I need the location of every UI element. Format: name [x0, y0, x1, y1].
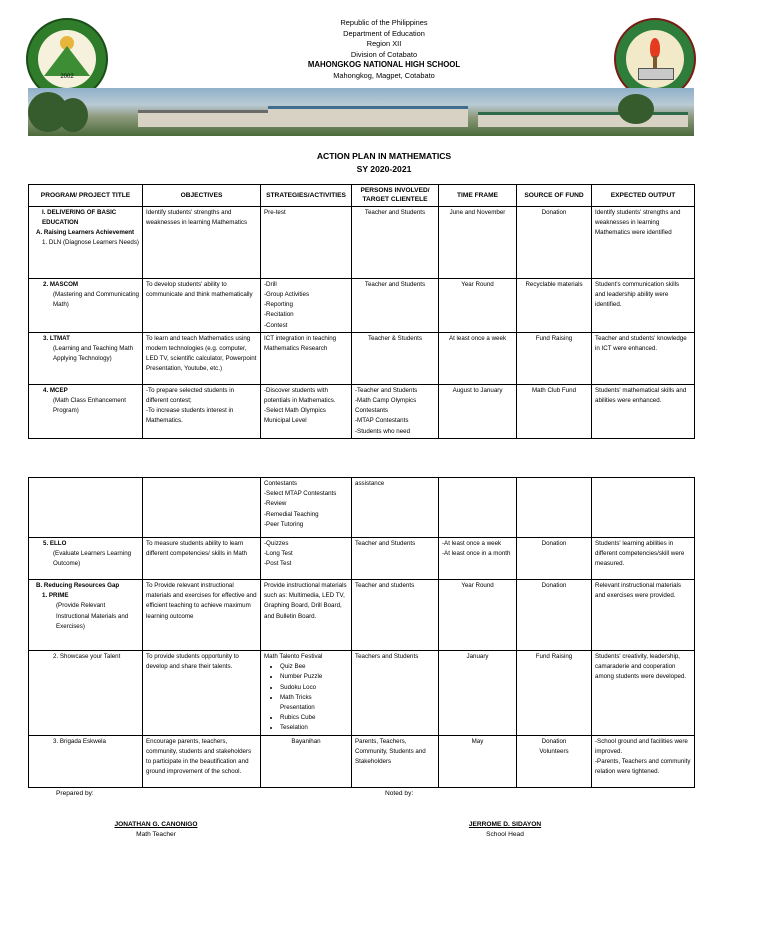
- person-item: -MTAP Contestants: [355, 417, 409, 425]
- strategies-cell: [261, 478, 352, 538]
- strategies-cell: Bayanihan: [261, 735, 352, 787]
- strategies-cell: ICT integration in teaching Mathematics Research: [261, 332, 352, 384]
- strategy-item: -Reporting: [264, 301, 293, 309]
- strategy-item: -Remedial Teaching: [264, 510, 319, 518]
- timeframe-cell: Year Round: [439, 278, 517, 332]
- person-item: -Students who need: [355, 427, 411, 435]
- fund-cell: Recyclable materials: [517, 278, 592, 332]
- objectives-cell: To learn and teach Mathematics using modern technologies (e.g. computer, LED TV, scientific calculator, Powerpoint Presentation, Youtube, etc.): [143, 332, 261, 384]
- list-item: • Math Tricks Presentation: [280, 693, 348, 713]
- strategy-item: -Contest: [264, 321, 288, 329]
- program-subheading: B. Reducing Resources Gap: [36, 582, 120, 589]
- timeframe-item: -At least once in a month: [442, 550, 511, 558]
- program-cell: [29, 332, 143, 384]
- program-cell: [29, 278, 143, 332]
- strategy-item: -Long Test: [264, 550, 293, 558]
- table-row: [29, 206, 695, 278]
- noter-role: School Head: [486, 831, 524, 838]
- objectives-cell: Identify students' strengths and weaknesses in learning Mathematics: [143, 206, 261, 278]
- header-line: Region XII: [366, 39, 402, 49]
- objective-item: -To prepare selected students in different contest;: [146, 386, 235, 405]
- school-name: MAHONGKOG NATIONAL HIGH SCHOOL: [307, 60, 461, 70]
- timeframe-cell: August to January: [439, 384, 517, 438]
- output-item: -School ground and facilities were improved.: [595, 737, 688, 755]
- objectives-cell: [143, 478, 261, 538]
- output-cell: Relevant instructional materials and exercises were provided.: [592, 580, 695, 651]
- timeframe-cell: May: [439, 735, 517, 787]
- school-address: Mahongkog, Magpet, Cotabato: [333, 70, 435, 80]
- objectives-cell: To develop students' ability to communicate and think mathematically: [143, 278, 261, 332]
- persons-cell: Teacher and Students: [352, 278, 439, 332]
- column-header: PROGRAM/ PROJECT TITLE: [29, 185, 143, 207]
- fund-item: Donation: [541, 737, 567, 745]
- timeframe-cell: [439, 538, 517, 580]
- column-header: TIME FRAME: [439, 185, 517, 207]
- column-header: EXPECTED OUTPUT: [592, 185, 695, 207]
- strategy-item: -Group Activities: [264, 291, 310, 299]
- festival-list: [264, 662, 348, 733]
- list-item: • Quiz Bee: [280, 662, 348, 672]
- list-item: • Number Puzzle: [280, 672, 348, 682]
- prepared-by-label: Prepared by:: [56, 790, 94, 797]
- fund-cell: [517, 735, 592, 787]
- noted-by-signature: [445, 820, 565, 840]
- noter-name: JERROME D. SIDAYON: [468, 821, 542, 828]
- school-building: [478, 112, 688, 127]
- timeframe-cell: Year Round: [439, 580, 517, 651]
- plan-title: ACTION PLAN IN MATHEMATICS: [316, 151, 452, 161]
- program-cell: 2. Showcase your Talent: [29, 651, 143, 736]
- column-header: STRATEGIES/ACTIVITIES: [261, 185, 352, 207]
- objectives-cell: Encourage parents, teachers, community, students and stakeholders to participate in the beautification and ground improvement of the school.: [143, 735, 261, 787]
- program-title: 4. MCEP: [43, 386, 68, 394]
- list-item: • Teselation: [280, 723, 348, 733]
- fund-cell: Donation: [517, 580, 592, 651]
- persons-cell: Parents, Teachers, Community, Students and Stakeholders: [352, 735, 439, 787]
- strategy-item: -Drill: [264, 280, 277, 288]
- school-building: [268, 106, 468, 127]
- person-item: -Teacher and Students: [355, 386, 418, 394]
- strategy-item: -Select Math Olympics Municipal Level: [264, 407, 326, 425]
- program-cell: 3. Brigada Eskwela: [29, 735, 143, 787]
- strategy-item: -Post Test: [264, 560, 292, 568]
- fund-cell: [517, 478, 592, 538]
- persons-cell: Teacher and students: [352, 580, 439, 651]
- persons-cell: Teacher and Students: [352, 206, 439, 278]
- prepared-by-signature: [96, 820, 216, 840]
- fund-cell: Fund Raising: [517, 651, 592, 736]
- list-item: • Rubics Cube: [280, 713, 348, 723]
- output-cell: Students' mathematical skills and abilities were enhanced.: [592, 384, 695, 438]
- seal-year: 2002: [60, 74, 74, 80]
- column-header: PERSONS INVOLVED/ TARGET CLIENTELE: [352, 185, 439, 207]
- document-header: [0, 18, 768, 82]
- fund-cell: Donation: [517, 538, 592, 580]
- table-row: [29, 651, 695, 736]
- header-line: Republic of the Philippines: [340, 18, 428, 27]
- strategy-item: -Review: [264, 500, 287, 508]
- program-title: 1. PRIME: [42, 592, 69, 600]
- column-header: SOURCE OF FUND: [517, 185, 592, 207]
- persons-cell: Teacher & Students: [352, 332, 439, 384]
- person-item: -Math Camp Olympics Contestants: [355, 397, 417, 415]
- program-cell: [29, 478, 143, 538]
- persons-cell: assistance: [352, 478, 439, 538]
- strategies-cell: Pre-test: [261, 206, 352, 278]
- program-cell: [29, 384, 143, 438]
- timeframe-cell: At least once a week: [439, 332, 517, 384]
- program-title: 2. MASCOM: [43, 280, 79, 288]
- strategy-item: -Quizzes: [264, 540, 289, 547]
- output-cell: [592, 735, 695, 787]
- school-banner-photo: [28, 88, 694, 136]
- persons-cell: Teacher and Students: [352, 538, 439, 580]
- tree: [58, 98, 88, 132]
- program-subtitle: (Math Class Enhancement Program): [53, 397, 126, 415]
- objective-item: -To increase students interest in Mathematics.: [146, 407, 234, 425]
- output-item: -Parents, Teachers and community relation were tightened.: [595, 758, 691, 776]
- action-plan-table-continued: [28, 477, 695, 788]
- program-heading: I. DELIVERING OF BASIC EDUCATION: [42, 208, 117, 227]
- action-plan-table: [28, 184, 695, 439]
- strategies-cell: [261, 538, 352, 580]
- persons-cell: Teachers and Students: [352, 651, 439, 736]
- persons-cell: [352, 384, 439, 438]
- table-row: [29, 278, 695, 332]
- table-row: [29, 478, 695, 538]
- program-subheading: A. Raising Learners Achievement: [36, 229, 135, 237]
- strategies-cell: [261, 278, 352, 332]
- table-row: [29, 384, 695, 438]
- program-cell: [29, 206, 143, 278]
- fund-cell: Fund Raising: [517, 332, 592, 384]
- objectives-cell: To Provide relevant instructional materials and exercises for effective and efficient teaching to achieve maximum learning outcome: [143, 580, 261, 651]
- timeframe-cell: June and November: [439, 206, 517, 278]
- preparer-role: Math Teacher: [136, 831, 176, 838]
- header-line: Division of Cotabato: [350, 49, 418, 59]
- objectives-cell: To measure students ability to learn different competencies/ skills in Math: [143, 538, 261, 580]
- strategy-item: -Discover students with potentials in Mathematics.: [264, 386, 336, 405]
- program-title: 1. DLN (Diagnose Learners Needs): [42, 239, 139, 247]
- output-cell: Students' learning abilities in different competencies/skill were measured.: [592, 538, 695, 580]
- objectives-cell: To provide students opportunity to develop and share their talents.: [143, 651, 261, 736]
- output-cell: Identify students' strengths and weaknesses in learning Mathematics were identified: [592, 206, 695, 278]
- header-line: Department of Education: [343, 28, 425, 38]
- program-title: 5. ELLO: [43, 540, 67, 547]
- plan-subtitle: SY 2020-2021: [356, 164, 412, 174]
- fund-cell: Donation: [517, 206, 592, 278]
- strategy-item: -Select MTAP Contestants: [264, 490, 337, 498]
- program-subtitle: (Mastering and Communicating Math): [53, 291, 139, 309]
- program-cell: [29, 580, 143, 651]
- timeframe-cell: [439, 478, 517, 538]
- timeframe-cell: January: [439, 651, 517, 736]
- program-subtitle: (Provide Relevant Instructional Materials and Exercises): [56, 602, 129, 630]
- program-title: 3. LTMAT: [43, 334, 70, 342]
- strategy-item: Contestants: [264, 480, 298, 487]
- strategy-item: -Peer Tutoring: [264, 520, 304, 528]
- output-cell: Student's communication skills and leadership ability were identified.: [592, 278, 695, 332]
- tree: [618, 94, 654, 124]
- timeframe-item: -At least once a week: [442, 540, 502, 547]
- school-building: [138, 110, 268, 127]
- table-row: [29, 735, 695, 787]
- strategy-item: -Recitation: [264, 311, 294, 319]
- program-cell: [29, 538, 143, 580]
- output-cell: Students' creativity, leadership, camaraderie and cooperation among students were developed.: [592, 651, 695, 736]
- table-row: [29, 538, 695, 580]
- output-cell: [592, 478, 695, 538]
- noted-by-label: Noted by:: [385, 790, 414, 797]
- strategies-cell: [261, 384, 352, 438]
- table-row: [29, 332, 695, 384]
- objectives-cell: [143, 384, 261, 438]
- strategy-intro: Math Talento Festival: [264, 653, 323, 660]
- preparer-name: JONATHAN G. CANONIGO: [114, 821, 198, 828]
- column-header: OBJECTIVES: [143, 185, 261, 207]
- table-row: [29, 580, 695, 651]
- output-cell: Teacher and students' knowledge in ICT were enhanced.: [592, 332, 695, 384]
- fund-item: Volunteers: [539, 747, 569, 755]
- fund-cell: Math Club Fund: [517, 384, 592, 438]
- table-header-row: [29, 185, 695, 207]
- program-subtitle: (Evaluate Learners Learning Outcome): [53, 550, 132, 568]
- strategies-cell: Provide instructional materials such as: Multimedia, LED TV, Graphing Board, Drill Board, and Bulletin Board.: [261, 580, 352, 651]
- program-subtitle: (Learning and Teaching Math Applying Technology): [53, 345, 134, 363]
- list-item: • Sudoku Loco: [280, 683, 348, 693]
- strategies-cell: [261, 651, 352, 736]
